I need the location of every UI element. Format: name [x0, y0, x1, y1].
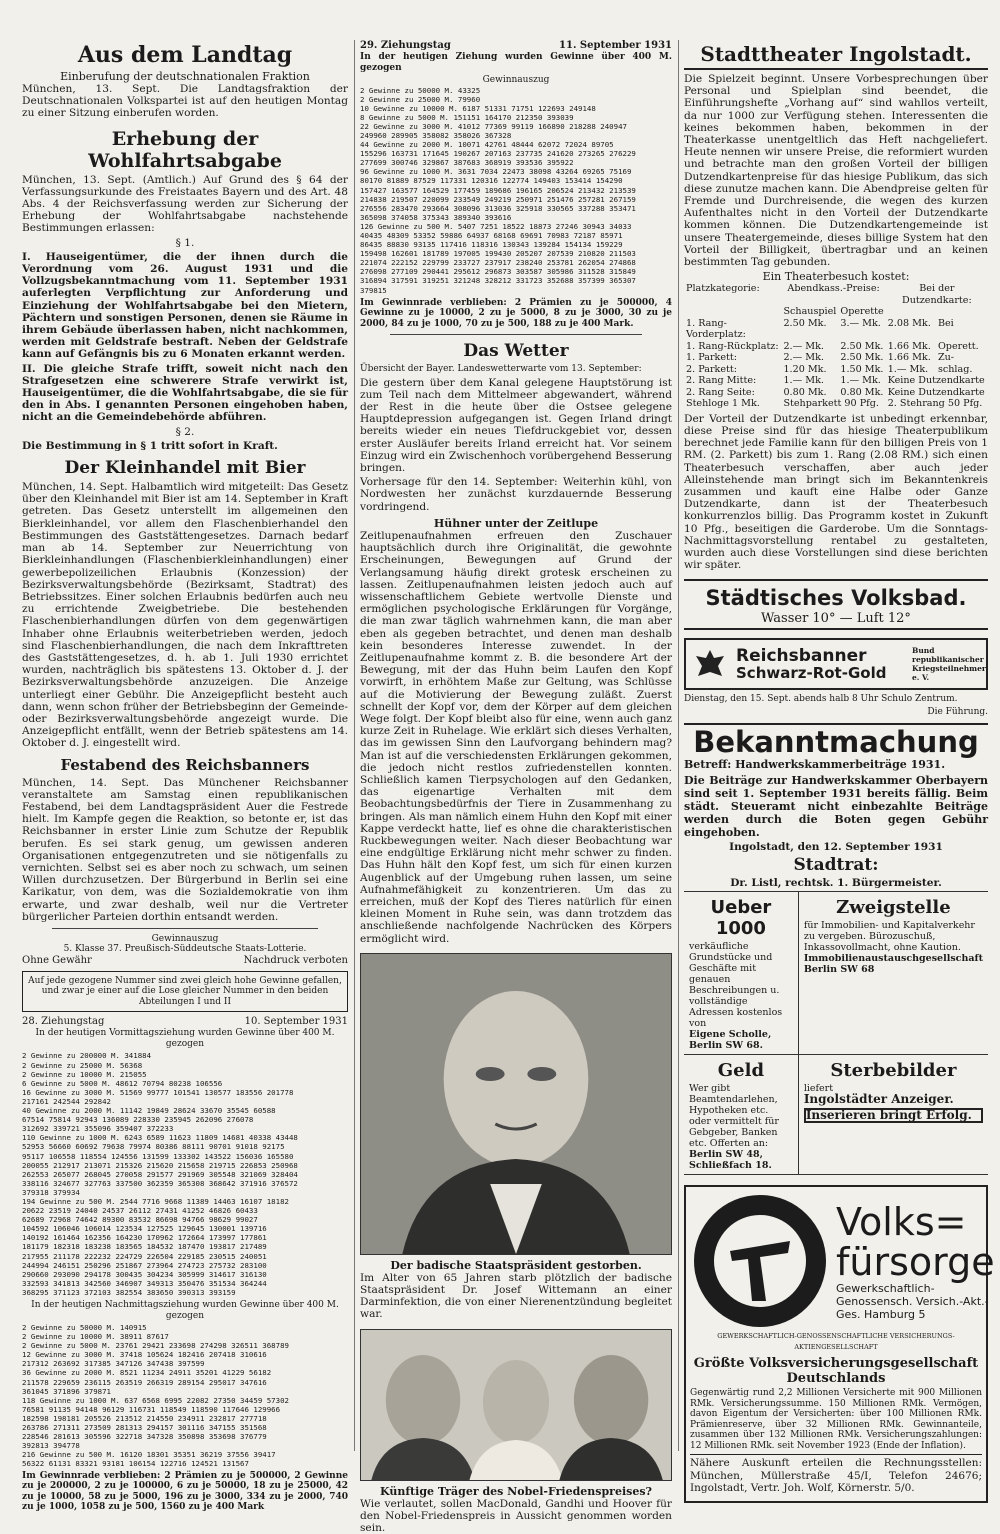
reichsbanner-subtitle: Schwarz-Rot-Gold: [736, 664, 887, 683]
lottery-note-box: Auf jede gezogene Nummer sind zwei gleich hohe Gewinne gefallen, und zwar je einer auf die Lose gleicher Nummer in den beiden Abteilungen I und II: [22, 971, 348, 1013]
price-cell: 2.50 Mk.: [840, 340, 884, 352]
ad-text: für Immobilien- und Kapitalverkehr zu vergeben. Bürozuschuß, Inkassovollmacht, ohne Kaution.: [803, 920, 975, 953]
bekanntmachung-text: Die Beiträge zur Handwerkskammer Oberbayern sind seit 1. September 1931 bereits fällig. Beim städt. Steueramt nicht einbezahlte Beiträge werden durch die Boten gegen Gebühr eingehoben.: [684, 773, 988, 839]
ad-firm: Eigene Scholle, Berlin SW 68.: [689, 1029, 772, 1051]
draw-29-remaining: Im Gewinnrade verblieben: 2 Prämien zu je 500000, 4 Gewinne zu je 10000, 2 zu je 5000, 8 zu je 3000, 30 zu je 2000, 84 zu je 1000, 70 zu je 500, 188 zu je 400 Mark.: [360, 297, 672, 329]
price-cell: Keine Dutzendkarte: [887, 386, 985, 398]
ad-text: verkäufliche Grundstücke und Geschäfte mit genauen Beschreibungen u. vollständige Adressen kostenlos von: [689, 941, 783, 1029]
paragraph-2: § 2.: [175, 425, 195, 438]
morning-draw-heading: In der heutigen Vormittagsziehung wurden Gewinne über 400 M. gezogen: [35, 1028, 335, 1049]
wohlfahrt-section-2: II. Die gleiche Strafe trifft, soweit nicht nach den Strafgesetzen eine schwerere Strafe verwirkt ist, Hauseigentümer, die die Wohlfahrtsabgabe, die sie für den in Abs. I genannten Personen eingehoben haben, nicht an die Gemeindebehörde abführen.: [22, 362, 348, 424]
price-cell: 2. Rang Mitte:: [686, 375, 757, 387]
volksbad-ad: [684, 579, 988, 630]
price-row: [684, 318, 988, 341]
price-cell: 1.— Mk.: [887, 363, 929, 375]
price-cell: Stehparkett 90 Pfg.: [783, 398, 879, 410]
portrait-photo: [360, 953, 672, 1255]
portrait-image: [361, 954, 671, 1254]
divider: [52, 928, 318, 929]
volksfuersorge-emblem-icon: [690, 1191, 830, 1331]
price-subheader-row: [684, 306, 988, 318]
price-table: [684, 283, 988, 410]
price-cell: 0.80 Mk.: [840, 386, 884, 398]
price-cell: 1.66 Mk.: [887, 340, 931, 352]
price-cell: Zu-: [937, 352, 955, 364]
wohlfahrt-intro: München, 13. Sept. (Amtlich.) Auf Grund des § 64 der Verfassungsurkunde des Freistaates Bayern und des Art. 48 Abs. 4 der Reichsverfassung werden zur Sicherung der Erhebung der Wohlfahrtsabgabe nachstehende Bestimmungen erlassen:: [22, 173, 348, 235]
price-row: [684, 398, 988, 410]
reichsbanner-side: Bund republikanischer Kriegsteilnehmer e. V.: [912, 646, 986, 683]
volksfuersorge-ring-text: GEWERKSCHAFTLICH-GENOSSENSCHAFTLICHE VERSICHERUNGS-AKTIENGESELLSCHAFT: [717, 1332, 955, 1351]
nobel-photo: [360, 1329, 672, 1481]
ad-title: Ueber 1000: [710, 897, 772, 939]
nobel-image: [361, 1330, 671, 1480]
ad-title: Zweigstelle: [836, 897, 951, 918]
lottery-heading: Gewinnauszug: [151, 933, 219, 944]
theater-headline: Stadttheater Ingolstadt.: [700, 42, 972, 66]
draw-29-numbers: 2 Gewinne zu 50000 M. 43325 2 Gewinne zu 25000 M. 79960 10 Gewinne zu 10000 M. 6187 51331 71751 122693 249148 8 Gewinne zu 5000 M. 151151 164170 212350 393039 22 Gewinne zu 3000 M. 41012 77369 99119 166890 218288 240947 249960 289905 358082 358026 367328 44 Gewinne zu 2000 M. 10071 42761 48444 62072 72024 89705 155296 163731 171645 190267 207163 237735 241620 273265 276229 277699 300746 329867 387683 368919 393536 395922 96 Gewinne zu 1000 M. 3631 7034 22473 38098 43264 69265 75169 80170 81889 87529 117331 120316 122774 149403 153414 154290 157427 163577 164529 177459 189686 196165 206524 213432 213539 214838 219507 220099 233549 249219 250971 251476 257281 267159 276556 283470 293664 308096 313036 325918 330565 337288 353471 365098 374058 375343 389340 393616 126 Gewinne zu 500 M. 5407 7251 18522 18873 27246 30943 34033 40435 48309 53352 59886 64937 68168 69691 70983 72187 85971 86435 88830 93135 117416 118316 130343 139284 154134 159229 159498 162601 181789 197005 199430 205207 207539 210820 211503 221074 222152 229799 233727 237917 238240 253781 262054 274868 276098 277109 290441 295612 296873 303587 305986 311528 315849 316894 317591 319251 321248 328212 331723 352688 357399 365307 379815: [360, 85, 636, 295]
lottery-disclaimer-row: [22, 955, 348, 967]
volksfuersorge-text: Gewerkschaftlich-Genossensch. Versich.-Akt.-Ges. Hamburg 5: [836, 1281, 989, 1321]
draw-date: 10. September 1931: [244, 1016, 348, 1028]
weather-source: Übersicht der Bayer. Landeswetterwarte vom 13. September:: [360, 364, 642, 375]
price-cell: 3.— Mk.: [840, 317, 881, 329]
wohlfahrt-section-1: I. Hauseigentümer, die der ihnen durch die Verordnung vom 26. August 1931 und die Vollzugsbekanntmachung vom 11. September 1931 auferlegten Verpflichtung zur Anforderung und Einziehung der Wohlfahrtsabgabe bei den Mietern, Pächtern und sonstigen Personen, denen sie Räume in ihrem Gebäude überlassen haben, nicht nachkommen, werden mit Geldstrafe bestraft. Neben der Geldstrafe kann auf Gefängnis bis zu 6 Monaten erkannt werden.: [22, 250, 348, 361]
price-header-row: [684, 283, 988, 306]
ad-text: liefert: [803, 1083, 834, 1094]
weather-headline: Das Wetter: [463, 341, 569, 362]
ad-text: Wer gibt Beamtendarlehen, Hypotheken etc. oder vermittelt für Gebgeber, Banken etc. Offerten an:: [689, 1083, 779, 1149]
volksfuersorge-headline: Größte Volksversicherungsgesellschaft Deutschlands: [693, 1356, 979, 1386]
festabend-article: München, 14. Sept. Das Münchener Reichsbanner veranstaltete am Samstag einen republikanischen Festabend, bei dem Landtagspräsident Auer die Festrede hielt. Im Kampfe gegen die Reaktion, so betonte er, ist das Reichsbanner in erster Linie zum Schutze der Republik berufen. Es sei stark genug, um gewissen anderen Organisationen entgegenzutreten und sie nötigenfalls zu vernichten. Selbst sei es aber noch zu schwach, um seinen Willen durchzusetzen. Der Bürgerbund in Berlin sei eine Karikatur, von dem, was die Sozialdemokratie von ihm erwarte, und zwar deshalb, weil nur die Vertreter bürgerlicher Parteien dorthin entsandt werden.: [22, 776, 348, 923]
ad-firm: Ingolstädter Anzeiger.: [803, 1092, 954, 1106]
wohlfahrt-headline: Erhebung der Wohlfahrtsabgabe: [88, 127, 282, 172]
eagle-icon: [690, 644, 730, 684]
draw-day: 28. Ziehungstag: [22, 1016, 105, 1028]
price-cell: 2. Parkett:: [686, 363, 737, 375]
classified-ads: [684, 891, 988, 1175]
ad-title: Sterbebilder: [830, 1060, 957, 1081]
price-subheader: Operette: [840, 306, 884, 318]
reichsbanner-sign: Die Führung.: [927, 706, 988, 717]
ad-ueber-1000: [684, 892, 799, 1055]
column-right: [684, 40, 995, 1494]
price-intro: Ein Theaterbesuch kostet:: [762, 270, 910, 284]
price-cell: 1.— Mk.: [840, 375, 881, 387]
theater-text: Die Spielzeit beginnt. Unsere Vorbesprechungen über Personal und Spielplan sind beendet, die Einführungshefte „Vorhang auf“ sind wahllos verteilt, da nur 1000 zur Verfügung stehen. Interessenten die keines bekommen haben, bekommen in der Theaterkasse unentgeltlich das Heft nachgeliefert. Heute nennen wir unsere Preise, die reformiert wurden und betrachte man den großen Vorteil der billigen Dutzendkartenpreise für das hiesige Publikum, das sich diese zunutze machen kann. Die Abendpreise gelten für Fremde und Durchreisende, die wegen des kurzen Aufenthaltes nicht in den Vorteil der Dutzendkarte kommen können. Die Dutzendkartengemeinde ist unsere Theatergemeinde, dieses billige System hat den Vorteil der Billigkeit, übertragbar und an keinen bestimmten Tag gebunden.: [684, 73, 988, 269]
price-cell: Operett.: [937, 340, 979, 352]
volksfuersorge-ad: [684, 1185, 995, 1503]
bekanntmachung-subject: Betreff: Handwerkskammerbeiträge 1931.: [684, 758, 946, 772]
draw-day-29: 29. Ziehungstag: [360, 40, 451, 51]
reichsbanner-ad: [684, 638, 988, 690]
wohlfahrt-section-3: Die Bestimmung in § 1 tritt sofort in Kraft.: [22, 439, 278, 452]
ad-sterbebilder: [799, 1055, 988, 1175]
landtag-subheadline: Einberufung der deutschnationalen Fraktion: [60, 70, 310, 83]
bekanntmachung-org: Stadtrat:: [793, 854, 879, 875]
price-row: [684, 375, 988, 387]
price-cell: 0.80 Mk.: [783, 386, 827, 398]
ad-slogan: Inserieren bringt Erfolg.: [804, 1108, 983, 1123]
price-row: [684, 387, 988, 399]
price-cell: Keine Dutzendkarte: [887, 375, 985, 387]
photo1-caption: Der badische Staatspräsident gestorben.: [390, 1258, 642, 1272]
photo1-text: Im Alter von 65 Jahren starb plötzlich der badische Staatspräsident Dr. Josef Wittemann an einer Darminfektion, die von einer Nierenentzündung begleitet war.: [360, 1271, 672, 1321]
photo2-caption: Künftige Träger des Nobel-Friedenspreises?: [380, 1484, 652, 1498]
bekanntmachung-title: Bekanntmachung: [693, 725, 979, 760]
no-guarantee-note: Ohne Gewähr: [22, 954, 92, 966]
landtag-article: München, 13. Sept. Die Landtagsfraktion der Deutschnationalen Volkspartei ist auf den heutigen Montag zu einer Sitzung einberufen worden.: [22, 83, 348, 120]
column-rule: [354, 40, 355, 1451]
column-left: [22, 40, 348, 1513]
price-header: Abendkass.-Preise:: [787, 283, 880, 295]
paragraph-1: § 1.: [175, 236, 195, 249]
volksbad-temperatures: Wasser 10° — Luft 12°: [761, 611, 911, 627]
column-middle: [360, 40, 672, 1534]
huehner-headline: Hühner unter der Zeitlupe: [433, 516, 599, 530]
price-cell: 1. Parkett:: [686, 352, 737, 364]
price-cell: Bei: [937, 317, 954, 329]
volksfuersorge-stats: Gegenwärtig rund 2,2 Millionen Versicherte mit 900 Millionen RMk. Versicherungssumme. 150 Millionen RMk. Vermögen, davon Eigentum der Versicherten: über 100 Millionen RMk. Prämienreserve, über 32 Millionen RMk. Gewinnanteile, zusammen über 132 Millionen RMk. Versicherungszahlungen: 12 Millionen RMk. seit November 1923 (Ende der Inflation).: [690, 1388, 982, 1451]
theater-rule: [684, 68, 988, 70]
price-cell: schlag.: [937, 363, 973, 375]
price-header: Platzkategorie:: [686, 283, 760, 295]
price-cell: 2.— Mk.: [783, 340, 824, 352]
ad-firm: Berlin SW 48, Schließfach 18.: [689, 1149, 772, 1171]
afternoon-draw-heading: In der heutigen Nachmittagsziehung wurden Gewinne über 400 M. gezogen: [31, 1300, 339, 1321]
price-cell: 2.08 Mk.: [887, 317, 931, 329]
volksfuersorge-title: Volks=: [836, 1199, 967, 1244]
huehner-article: Zeitlupenaufnahmen erfreuen den Zuschauer hauptsächlich durch ihre Originalität, die gewohnte Erscheinungen, Bewegungen auf Grund der Verlangsamung häufig direkt grotesk erscheinen zu lassen. Zeitlupenaufnahmen leisten jedoch auch auf wissenschaftlichem Gebiete wertvolle Dienste und ermöglichen psychologische Erklärungen für Vorgänge, die man zwar täglich wahrnehmen kann, die man aber eben als gegeben betrachtet, und denen man deshalb kein besonderes Interesse zuwendet. In der Zeitlupenaufnahme kommt z. B. die besondere Art der Bewegung, mit der das Huhn beim Laufen den Kopf vorwirft, in erhöhtem Maße zur Geltung, was Schlüsse auf die Motivierung der Bewegung zuläßt. Zuerst schnellt der Kopf vor, dem der Körper auf dem gleichen Wege folgt. Der Kopf bleibt also für eine, wenn auch ganz kurze Zeit in Ruhelage. Wie erklärt sich dieses Verhalten, das im gewissen Sinn den Laufvorgang behindern mag? Man ist auf die verschiedensten Erklärungen gekommen, die jedoch nicht restlos zufriedenstellen konnten. Schließlich kamen Tierpsychologen auf den Gedanken, das eigenartige Verhalten mit dem Beobachtungsbedürfnis der Tiere in Zusammenhang zu bringen. Als man nämlich einem Huhn den Kopf mit einer Kappe verdeckt hatte, lief es ohne die charakteristischen Ruckbewegungen weiter. Nach dieser Beobachtung war eine endgültige Erklärung nicht mehr schwer zu finden. Das Huhn hält den Kopf fest, um sich für einen kurzen Augenblick auf der Umgebung ruhen lassen, um seine Aufnahmefähigkeit zu konzentrieren. Um das zu erreichen, muß der Kopf des Tieres natürlich für einen kleinen Moment in Ruhe sein, was dann trotzdem das anschließende nachfolgende Nachrücken des Körpers ermöglicht wird.: [360, 529, 672, 945]
draw-day-row-2: [360, 40, 672, 52]
reichsbanner-title: Reichsbanner: [736, 646, 867, 667]
price-row: [684, 341, 988, 353]
price-cell: 1.50 Mk.: [840, 363, 884, 375]
volksfuersorge-title-block: [836, 1199, 995, 1321]
price-row: [684, 352, 988, 364]
volksfuersorge-title-2: fürsorge: [836, 1239, 995, 1284]
bekanntmachung-ad: [684, 723, 988, 889]
weather-text: Die gestern über dem Kanal gelegene Hauptstörung ist zum Teil nach dem Mittelmeer abgewandert, während der Rest in die heute über die Ostsee gelegene Hauptdepression aufgegangen ist. Gegen Irland dringt bereits wieder ein neues Tiefdruckgebiet vor, dessen erster Ausläufer bereits Irland erreicht hat. Vor seinem Einzug wird ein Zwischenhoch vorübergehend Besserung bringen.: [360, 376, 672, 475]
landtag-headline: Aus dem Landtag: [77, 42, 293, 68]
festabend-headline: Festabend des Reichsbanners: [60, 755, 310, 774]
price-cell: Stehloge 1 Mk.: [686, 398, 760, 410]
weather-forecast: Vorhersage für den 14. September: Weiterhin kühl, von Nordwesten her zunächst kurzdauernde Besserung vordringend.: [360, 476, 672, 513]
bier-headline: Der Kleinhandel mit Bier: [64, 458, 306, 479]
price-cell: 2.— Mk.: [783, 352, 824, 364]
reichsbanner-title-block: [736, 647, 906, 681]
ad-geld: [684, 1055, 799, 1175]
ad-zweigstelle: [799, 892, 988, 1055]
price-row: [684, 364, 988, 376]
draw-date-29: 11. September 1931: [559, 40, 672, 51]
price-cell: 1.20 Mk.: [783, 363, 827, 375]
price-header: Bei der Dutzendkarte:: [902, 283, 972, 306]
afternoon-draw-numbers: 2 Gewinne zu 50000 M. 140915 2 Gewinne zu 10000 M. 38911 87617 2 Gewinne zu 5000 M. 23761 29421 233698 274298 326511 368789 12 Gewinne zu 3000 M. 37418 105624 182416 207418 310616 217312 263692 317385 347126 347438 397599 36 Gewinne zu 2000 M. 8521 11234 24911 35201 41229 56182 211578 229659 236115 263519 266319 289154 295017 347616 361045 371896 379871 118 Gewinne zu 1000 M. 637 6568 6995 22082 27350 34459 57302 76581 91135 94148 96129 116731 118549 118590 117646 129966 182598 198181 205526 213512 214550 234911 232817 277718 263786 271311 273509 281313 294157 301116 347155 351568 228546 281613 305596 322718 347328 350898 353698 376779 392813 394778 216 Gewinne zu 500 M. 16120 18301 35351 36219 37556 39417 56322 61131 83321 93181 106154 122716 124521 131567: [22, 1323, 289, 1469]
lottery-subheading: 5. Klasse 37. Preußisch-Süddeutsche Staats-Lotterie.: [63, 944, 307, 955]
ad-firm: Immobilienaustauschgesellschaft Berlin SW 68: [803, 953, 983, 975]
divider: [390, 334, 642, 335]
bier-article: München, 14. Sept. Halbamtlich wird mitgeteilt: Das Gesetz über den Kleinhandel mit Bier ist am 14. September in Kraft getreten. Das Gesetz unterstellt im allgemeinen den Bierkleinhandel, vor allem den Flaschenbierhandel den Bestimmungen des Gaststättengesetzes. Darnach bedarf man ab 14. September zur Neuerrichtung von Bierkleinhandlungen (Flaschenbierkleinhandlungen) einer gewerbepolizeilichen Erlaubnis (Konzession) der Bezirksverwaltungsbehörde (Bezirksamt, Stadtrat) des Betriebssitzes. Einer solchen Erlaubnis bedürfen auch neu zu errichtende Zweigbetriebe. Die bestehenden Flaschenbierhandlungen dürfen von dem gegenwärtigen Inhaber ohne Erlaubnis weiterbetrieben werden, jedoch sind Flaschenbierhandlungen, die nach dem Inkrafttreten des Gaststättengesetzes, d. h. ab 1. Juli 1930 errichtet wurden, nachträglich bis spätestens 13. Oktober d. J. der Bezirksverwaltungsbehörde anzuzeigen. Die Anzeige unterliegt einer Gebühr. Die Anzeigepflicht besteht auch dann, wenn schon früher der Betriebsbeginn der Gemeinde- oder Bezirksverwaltungsbehörde angezeigt wurde. Die Anzeigepflicht entfällt, wenn der Betrieb spätestens am 14. Oktober d. J. eingestellt wird.: [22, 481, 348, 750]
price-cell: 2. Stehrang 50 Pfg.: [887, 398, 983, 410]
gewinnauszug-label: Gewinnauszug: [482, 75, 550, 85]
draw-day-row: [22, 1016, 348, 1028]
price-cell: 1. Rang-Vorderplatz:: [686, 317, 746, 341]
price-cell: 2.50 Mk.: [783, 317, 827, 329]
bekanntmachung-sign: Dr. Listl, rechtsk. 1. Bürgermeister.: [730, 876, 942, 889]
price-cell: 2.50 Mk.: [840, 352, 884, 364]
volksbad-title: Städtisches Volksbad.: [705, 586, 967, 611]
volksfuersorge-header: [690, 1191, 995, 1331]
draw-29-heading: In der heutigen Ziehung wurden Gewinne über 400 M. gezogen: [360, 52, 672, 73]
reprint-note: Nachdruck verboten: [243, 954, 348, 966]
reichsbanner-text: Dienstag, den 15. Sept. abends halb 8 Uhr Schulo Zentrum.: [684, 694, 958, 705]
volksfuersorge-contact-box: [690, 1454, 982, 1495]
morning-draw-numbers: 2 Gewinne zu 200000 M. 341884 2 Gewinne zu 25000 M. 56368 2 Gewinne zu 10000 M. 215055 6 Gewinne zu 5000 M. 48612 70794 80238 106556 16 Gewinne zu 3000 M. 51569 99777 101541 130577 183556 201778 217161 242544 292842 40 Gewinne zu 2000 M. 11142 19849 28624 33670 35545 60588 67514 75814 92943 136089 228330 235945 262096 276078 312692 339721 355096 359407 372233 110 Gewinne zu 1000 M. 6243 6589 11623 11809 14681 40338 43448 52953 56660 60692 79638 79974 80386 88111 90701 91018 92175 95117 106558 118554 124556 131599 133302 143522 156036 165580 200055 212917 213071 215326 215620 215658 219715 226853 250968 262553 265077 268045 270058 291577 291969 305548 321069 328404 338116 324677 327763 337500 362359 365308 368642 371916 376572 379318 379934 194 Gewinne zu 500 M. 2544 7716 9668 11389 14463 16107 18182 20622 23519 24040 24537 26112 27431 41252 46826 60433 62689 72968 74642 89300 83532 86698 94766 98629 99027 104592 106046 106014 123534 127525 129645 130001 139716 140192 161464 162356 164230 170962 172664 173997 177861 181179 182318 183238 183565 184532 187470 193817 217489 217955 211178 222232 224729 226504 229185 230515 240051 244994 246151 250296 251867 273964 274723 275732 283100 290660 293090 294178 300435 304234 305999 314617 316130 332593 341813 342560 346907 349313 350476 351534 364244 368295 371123 372103 382554 383650 390313 393159: [22, 1051, 298, 1297]
price-cell: 1.66 Mk.: [887, 352, 931, 364]
afternoon-remaining-prizes: Im Gewinnrade verblieben: 2 Prämien zu je 500000, 2 Gewinne zu je 200000, 2 zu je 100000, 6 zu je 50000, 18 zu je 25000, 42 zu je 10000, 58 zu je 5000, 196 zu je 3000, 334 zu je 2000, 740 zu je 1000, 1058 zu je 500, 1560 zu je 400 Mark: [22, 1470, 348, 1513]
volksfuersorge-contact: Nähere Auskunft erteilen die Rechnungsstellen: München, Müllerstraße 45/I, Telefon 24676; Ingolstadt, Vertr. Joh. Wolf, Körnerstr. 5/0.: [690, 1457, 982, 1494]
bekanntmachung-date: Ingolstadt, den 12. September 1931: [729, 840, 943, 853]
price-cell: 2. Rang Seite:: [686, 386, 755, 398]
ad-title: Geld: [717, 1060, 765, 1081]
price-cell: 1.— Mk.: [783, 375, 824, 387]
column-rule: [678, 40, 679, 1451]
price-subheader: Schauspiel: [783, 306, 837, 318]
photo2-text: Wie verlautet, sollen MacDonald, Gandhi und Hoover für den Nobel-Friedenspreis in Aussicht genommen worden sein.: [360, 1497, 672, 1534]
price-cell: 1. Rang-Rückplatz:: [686, 340, 779, 352]
theater-text-2: Der Vorteil der Dutzendkarte ist unbedingt erkennbar, diese Preise sind für das hiesige Theaterpublikum berechnet jede Familie kann für den billigen Preis von 1 RM. (2. Parkett) bis zum 1. Rang (2.08 RM.) sich einen Theaterbesuch verschaffen, aber auch jeder Alleinstehende man bringt sich im Bekanntenkreis zusammen und kauft eine Halbe oder Ganze Dutzendkarte, dann ist der Theaterbesuch konkurrenzlos billig. Das Programm kostet in Zukunft 10 Pfg., beseitigen die Garderobe. Um die Sonntags-Nachmittagsvorstellung rentabel zu gestalteten, wurden auch diese Vorstellungen sind diese berichten wir später.: [684, 412, 988, 572]
